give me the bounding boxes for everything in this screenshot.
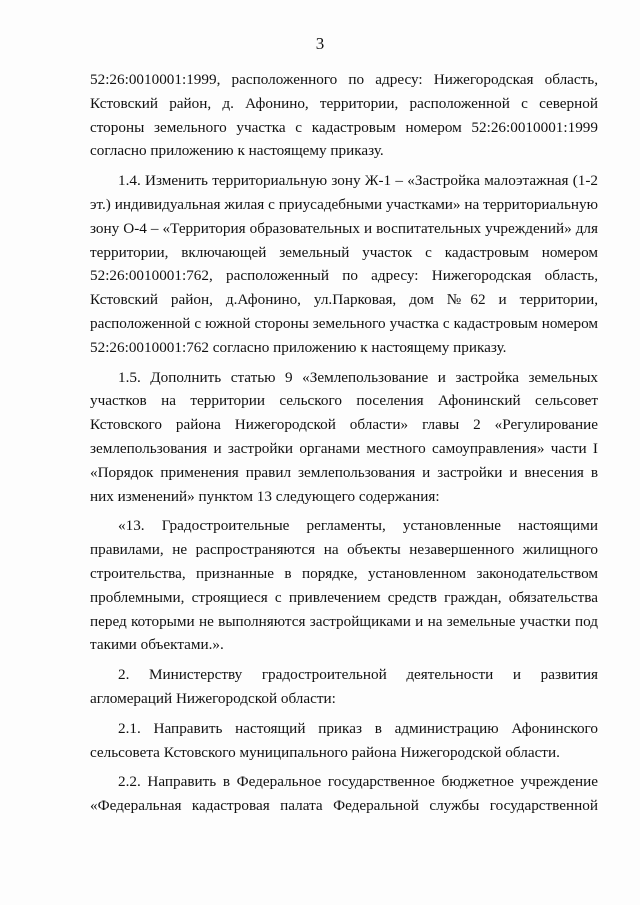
paragraph-1-4: 1.4. Изменить территориальную зону Ж-1 – «Застройка малоэтажная (1-2 эт.) индивидуальная жилая с приусадебными участками» на территориальную зону О-4 – «Территория образовательных и воспитательных учреждений» для территории, включающей земельный участок с кадастровым номером 52:26:0010001:762, расположенный по адресу: Нижегородская область, Кстовский район, д.Афонино, ул.Парковая, дом №62 и территории, расположенной с южной стороны земельного участка с кадастровым номером 52:26:0010001:762 согласно приложению к настоящему приказу.: [90, 172, 598, 356]
document-body: [90, 68, 598, 818]
paragraph-2: 2. Министерству градостроительной деятельности и развития агломераций Нижегородской области:: [90, 666, 598, 707]
paragraph-13-quote: «13. Градостроительные регламенты, установленные настоящими правилами, не распространяются на объекты незавершенного жилищного строительства, признанные в порядке, установленном законодательством проблемными, строящиеся с привлечением средств граждан, обязательства перед которыми не выполняются застройщиками и на земельные участки под такими объектами.».: [90, 517, 598, 654]
page-number: 3: [315, 34, 325, 53]
paragraph-2-2: 2.2. Направить в Федеральное государственное бюджетное учреждение «Федеральная кадастровая палата Федеральной службы государственной: [90, 773, 598, 815]
paragraph-1-5: 1.5. Дополнить статью 9 «Землепользование и застройка земельных участков на территории сельского поселения Афонинский сельсовет Кстовского района Нижегородской области» главы 2 «Регулирование землепользования и застройки органами местного самоуправления» части I «Порядок применения правил землепользования и застройки и внесения в них изменений» пунктом 13 следующего содержания:: [90, 368, 598, 505]
paragraph-2-1: 2.1. Направить настоящий приказ в администрацию Афонинского сельсовета Кстовского муниципального района Нижегородской области.: [90, 719, 598, 761]
paragraph-continuation: 52:26:0010001:1999, расположенного по адресу: Нижегородская область, Кстовский район, д. Афонино, территории, расположенной с северной стороны земельного участка с кадастровым номером 52:26:0010001:1999 согласно приложению к настоящему приказу.: [90, 71, 598, 160]
